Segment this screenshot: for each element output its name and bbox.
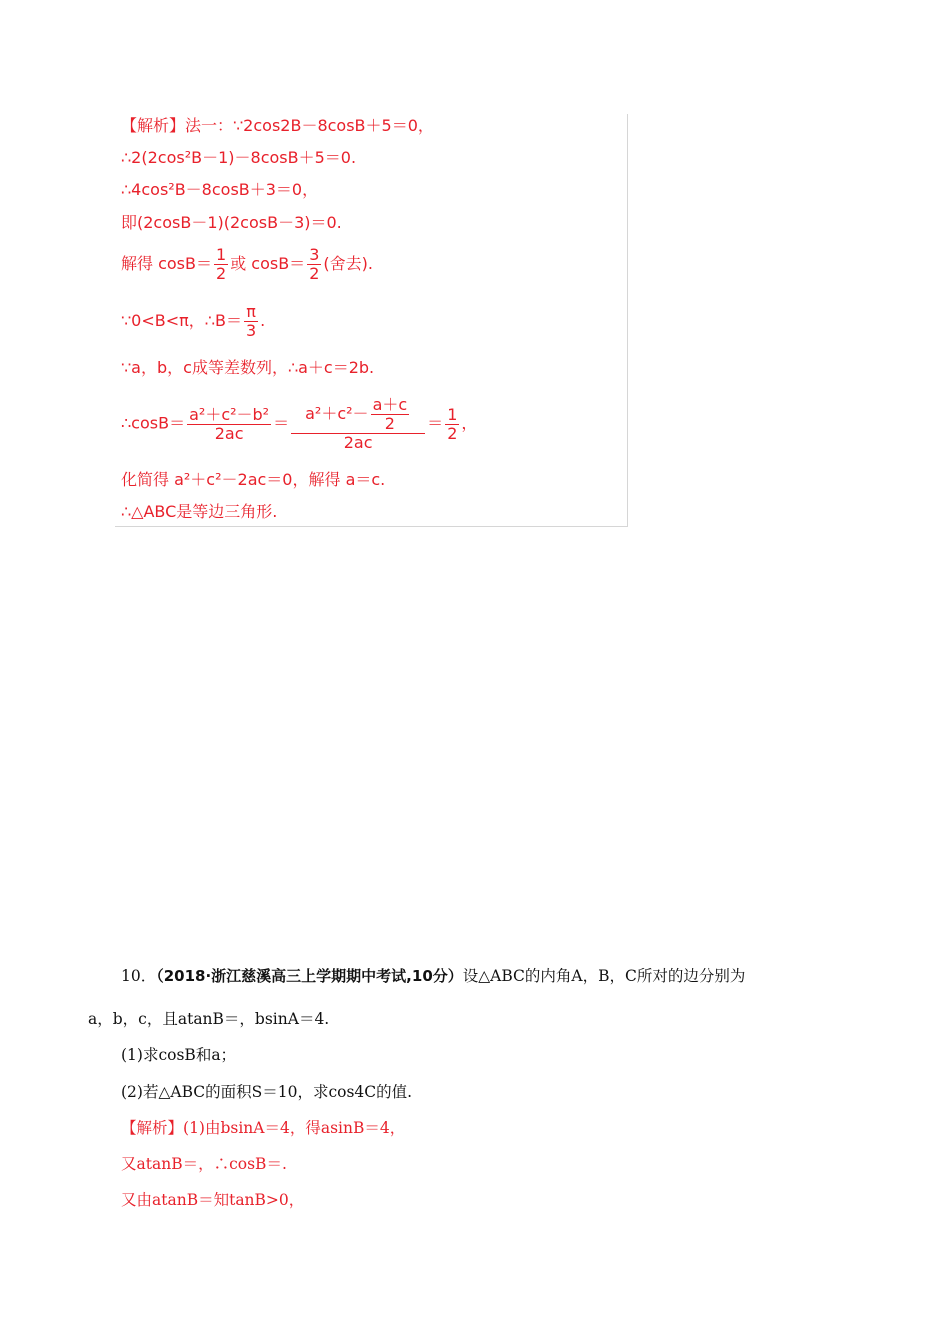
range-prefix: ∵0<B<π，∴B＝	[121, 311, 242, 330]
fraction-substituted	[291, 396, 425, 452]
analysis-line-5: ∵a，b，c成等差数列，∴a＋c＝2b.	[121, 358, 375, 377]
fraction-denominator: 2	[447, 423, 458, 443]
analysis-line-1: 【解析】法一：∵2cos2B－8cosB＋5＝0，	[121, 116, 434, 135]
numerator-text: a²＋c²－	[305, 404, 369, 423]
fraction-numerator: a＋c	[372, 395, 408, 414]
question-stem-2: a，b，c，且atanB＝，bsinA＝4.	[88, 1010, 330, 1028]
fraction-three-halves	[307, 246, 321, 283]
fraction-one-half	[445, 406, 459, 443]
analysis-solve-line	[121, 246, 373, 283]
analysis-line-4: 即(2cosB－1)(2cosB－3)＝0.	[121, 213, 342, 232]
answer-label: 【解析】	[121, 1119, 184, 1137]
fraction-numerator: π	[244, 303, 258, 322]
fraction-denominator: 2ac	[214, 423, 244, 443]
fraction-numerator	[291, 396, 425, 434]
analysis-line-2: ∴2(2cos²B－1)－8cosB＋5＝0.	[121, 148, 357, 167]
answer-line-2: 又atanB＝，∴cosB＝.	[121, 1155, 287, 1173]
analysis-line-3: ∴4cos²B－8cosB＋3＝0，	[121, 180, 319, 199]
equals-sign: ＝	[273, 413, 290, 433]
analysis-line-6: 化简得 a²＋c²－2ac＝0，解得 a＝c.	[121, 470, 386, 489]
analysis-line-7: ∴△ABC是等边三角形.	[121, 502, 278, 521]
fraction-denominator: 2	[216, 264, 227, 283]
fraction-inner	[371, 396, 410, 433]
solve-prefix: 解得 cosB＝	[121, 254, 212, 273]
fraction-denominator: 2	[384, 414, 395, 433]
answer-line-1	[121, 1116, 405, 1138]
answer-line-3: 又由atanB＝知tanB>0，	[121, 1191, 305, 1209]
solve-mid: 或 cosB＝	[230, 254, 306, 273]
fraction-pi-third	[244, 303, 258, 340]
analysis-cos-line	[121, 396, 477, 452]
question-header	[121, 964, 745, 986]
fraction-one-half	[214, 246, 228, 283]
question-source: （2018·浙江慈溪高三上学期期中考试,10分）	[156, 967, 463, 985]
range-suffix: .	[260, 311, 266, 330]
solve-suffix: (舍去).	[323, 254, 373, 273]
equals-sign: ＝	[427, 413, 444, 433]
fraction-denominator: 3	[245, 321, 257, 340]
analysis-range-line	[121, 303, 265, 340]
fraction-denominator: 2ac	[343, 433, 373, 452]
fraction-numerator: 3	[309, 245, 320, 264]
question-stem-1: 设△ABC的内角A，B，C所对的边分别为	[462, 967, 746, 985]
fraction-cos-law	[187, 406, 271, 443]
cos-prefix: ∴cosB＝	[121, 413, 186, 433]
fraction-numerator: 1	[447, 404, 458, 424]
fraction-denominator: 2	[309, 264, 320, 283]
cos-suffix: ，	[461, 413, 478, 433]
question-number: 10．	[121, 967, 157, 985]
question-part-2: (2)若△ABC的面积S＝10，求cos4C的值.	[121, 1083, 413, 1101]
fraction-numerator: a²＋c²－b²	[189, 404, 270, 424]
fraction-numerator: 1	[216, 245, 227, 264]
answer-text-1: (1)由bsinA＝4，得asinB＝4，	[183, 1119, 406, 1137]
question-part-1: (1)求cosB和a；	[121, 1046, 237, 1064]
